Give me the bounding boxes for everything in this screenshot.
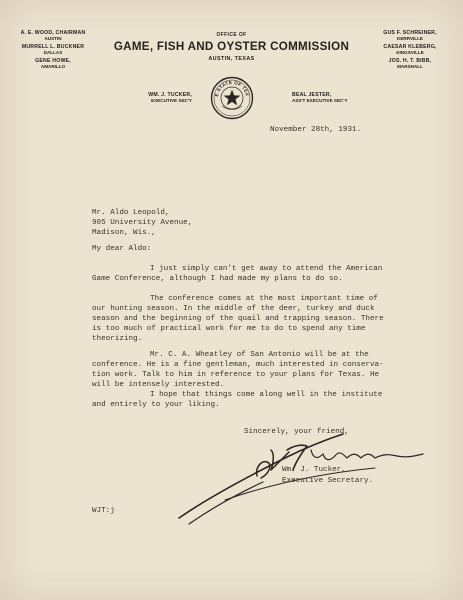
member-name: GUS F. SCHREINER, <box>383 30 437 36</box>
paragraph-line: Game Conference, although I had made my plans to do so. <box>92 275 343 283</box>
recipient-line: Mr. Aldo Leopold, <box>92 209 170 217</box>
officer-title: EXECUTIVE SEC'Y <box>151 98 192 103</box>
assistant-secretary-block <box>292 92 382 104</box>
body-paragraph-3 <box>92 350 384 390</box>
member-name: CAESAR KLEBERG, <box>383 44 437 50</box>
member-city: MARSHALL <box>397 64 423 69</box>
body-paragraph-2 <box>92 294 384 344</box>
paragraph-line: The conference comes at the most important time of <box>150 295 378 303</box>
member-name: A. E. WOOD, CHAIRMAN <box>20 30 86 36</box>
officer-title: ASS'T EXECUTIVE SEC'Y <box>292 98 348 103</box>
commission-title: GAME, FISH AND OYSTER COMMISSION <box>113 40 350 53</box>
member-name: GENE HOWE, <box>35 58 71 64</box>
member-name: MURRELL L. BUCKNER <box>21 44 85 50</box>
paragraph-line: our hunting season. In the middle of the deer, turkey and duck <box>92 305 375 313</box>
paragraph-line: season and the beginning of the quail and trapping season. There <box>92 315 384 323</box>
paragraph-line: will be intensely interested. <box>92 381 225 389</box>
paragraph-line: I just simply can't get away to attend the American <box>150 265 383 273</box>
paragraph-line: and entirely to your liking. <box>92 401 220 409</box>
paragraph-line: tion work. Talk to him in reference to your plans for Texas. He <box>92 371 380 379</box>
recipient-line: Madison, Wis., <box>92 229 156 237</box>
body-paragraph-4 <box>92 390 382 410</box>
recipient-address <box>92 208 192 238</box>
member-city: KERRVILLE <box>397 36 423 41</box>
seal-text: E STATE OF TEX <box>214 79 250 97</box>
paragraph-line: conference. He is a fine gentleman, much interested in conserva- <box>92 361 384 369</box>
officer-name: BEAL JESTER, <box>292 92 332 98</box>
office-of-label: OFFICE OF <box>216 32 247 38</box>
letter-date: November 28th, 1931. <box>270 126 362 134</box>
signatory-name: Wm. J. Tucker, <box>282 466 346 474</box>
executive-secretary-block <box>112 92 192 104</box>
texas-seal-icon <box>210 76 254 120</box>
member-city: AMARILLO <box>40 64 66 69</box>
typist-initials: WJT:j <box>92 507 115 515</box>
salutation: My dear Aldo: <box>92 245 152 253</box>
member-city: KINGSVILLE <box>396 50 424 55</box>
body-paragraph-1 <box>92 264 382 284</box>
paragraph-line: is too much of practical work for me to do to spend any time <box>92 325 366 333</box>
recipient-line: 905 University Avenue, <box>92 219 193 227</box>
commission-city: AUSTIN, TEXAS <box>208 56 255 62</box>
signatory-title: Executive Secretary. <box>282 477 374 485</box>
member-city: DALLAS <box>43 50 63 55</box>
member-name: JOS. H. T. BIBB, <box>388 58 432 64</box>
closing: Sincerely, your friend, <box>244 428 349 436</box>
paragraph-line: I hope that things come along well in the institute <box>150 391 383 399</box>
paragraph-line: Mr. C. A. Wheatley of San Antonio will be at the <box>150 351 369 359</box>
svg-text:THE STATE OF TEXAS <box>210 76 250 97</box>
handwritten-signature <box>175 420 435 530</box>
paragraph-line: theorizing. <box>92 335 143 343</box>
member-city: AUSTIN <box>44 36 62 41</box>
officer-name: WM. J. TUCKER, <box>148 92 192 98</box>
